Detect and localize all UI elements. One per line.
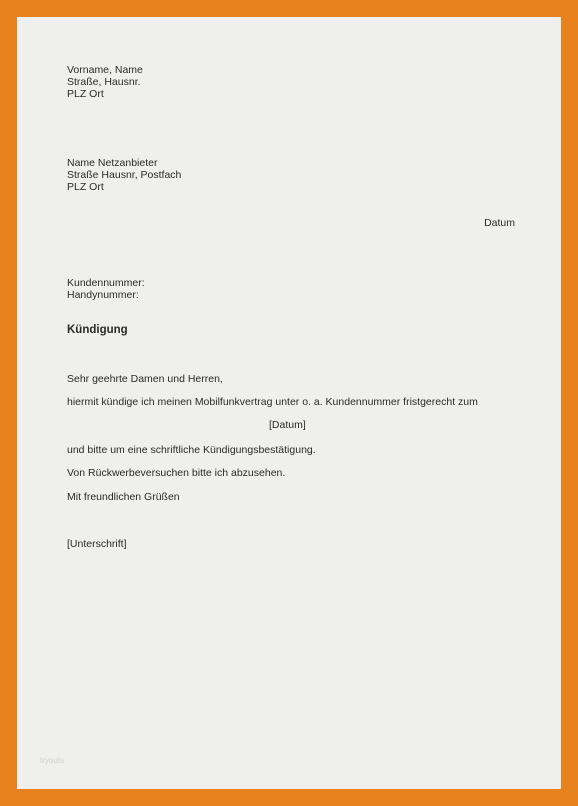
sender-address: [67, 64, 143, 100]
closing: Mit freundlichen Grüßen: [67, 491, 180, 503]
body-line-3: Von Rückwerbeversuchen bitte ich abzusehen.: [67, 467, 286, 479]
termination-date-placeholder: [Datum]: [269, 419, 306, 431]
sender-city: PLZ Ort: [67, 88, 104, 100]
letter-page: [17, 17, 561, 789]
recipient-city: PLZ Ort: [67, 181, 104, 193]
watermark-text: tryouts: [40, 756, 65, 765]
letter-date: Datum: [484, 217, 515, 229]
recipient-address: [67, 157, 181, 193]
recipient-street: Straße Hausnr, Postfach: [67, 169, 182, 181]
reference-block: [67, 277, 145, 301]
body-line-2: und bitte um eine schriftliche Kündigungsbestätigung.: [67, 444, 316, 456]
body-line-1: hiermit kündige ich meinen Mobilfunkvertrag unter o. a. Kundennummer fristgerecht zum: [67, 396, 478, 408]
sender-street: Straße, Hausnr.: [67, 76, 141, 88]
phone-number-label: Handynummer:: [67, 289, 139, 301]
recipient-name: Name Netzanbieter: [67, 157, 158, 169]
letter-subject: Kündigung: [67, 324, 128, 336]
sender-name: Vorname, Name: [67, 64, 143, 76]
customer-number-label: Kundennummer:: [67, 277, 145, 289]
salutation: Sehr geehrte Damen und Herren,: [67, 373, 223, 385]
signature-placeholder: [Unterschrift]: [67, 538, 127, 550]
